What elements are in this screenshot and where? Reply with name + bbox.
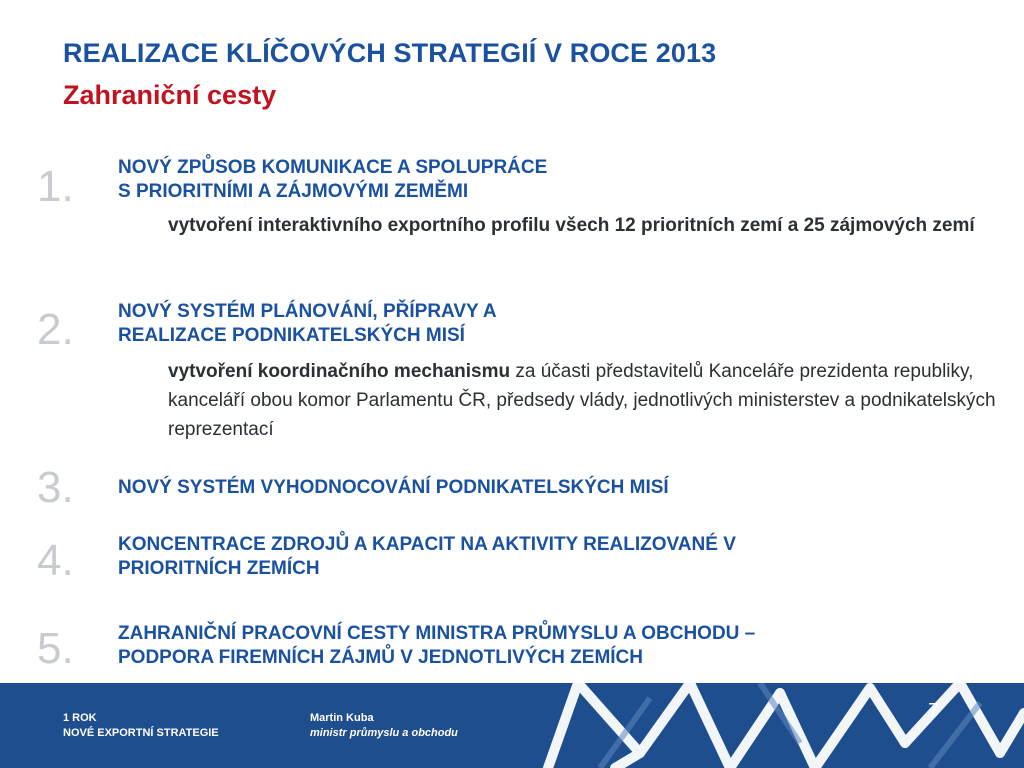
footer-left-line-2: NOVÉ EXPORTNÍ STRATEGIE	[63, 727, 219, 739]
item-heading-1-line-2: S PRIORITNÍMI A ZÁJMOVÝMI ZEMĚMI	[118, 181, 469, 202]
item-body-1-bold: vytvoření interaktivního exportního profilu všech 12 prioritních zemí a 25 zájmových zemí	[168, 215, 975, 236]
item-heading-2	[118, 300, 497, 348]
page-number: 7	[928, 700, 940, 722]
item-body-2-normal: za účasti představitelů Kanceláře prezidenta republiky, kanceláří obou komor Parlamentu ČR, předsedy vlády, jednotlivých ministerstev a podnikatelských reprezentací	[168, 361, 996, 440]
item-body-2	[168, 357, 1018, 444]
item-heading-5	[118, 622, 755, 670]
item-heading-3-line-1: NOVÝ SYSTÉM VYHODNOCOVÁNÍ PODNIKATELSKÝCH MISÍ	[118, 477, 669, 498]
item-heading-4	[118, 533, 736, 581]
footer-author-name: Martin Kuba	[310, 712, 374, 724]
item-heading-1	[118, 156, 547, 204]
footer-author-role: ministr průmyslu a obchodu	[310, 727, 458, 739]
item-heading-5-line-2: PODPORA FIREMNÍCH ZÁJMŮ V JEDNOTLIVÝCH ZEMÍCH	[118, 647, 643, 668]
footer-author-text	[310, 711, 458, 741]
item-heading-1-line-1: NOVÝ ZPŮSOB KOMUNIKACE A SPOLUPRÁCE	[118, 157, 548, 178]
item-number-5: 5.	[37, 624, 74, 673]
slide-title: REALIZACE KLÍČOVÝCH STRATEGIÍ V ROCE 2013	[63, 38, 717, 68]
item-heading-2-line-1: NOVÝ SYSTÉM PLÁNOVÁNÍ, PŘÍPRAVY A	[118, 301, 497, 322]
item-heading-2-line-2: REALIZACE PODNIKATELSKÝCH MISÍ	[118, 325, 465, 346]
item-number-3: 3.	[37, 463, 74, 512]
item-number-2: 2.	[37, 305, 74, 354]
slide-subtitle: Zahraniční cesty	[63, 80, 277, 110]
item-body-2-bold: vytvoření koordinačního mechanismu	[168, 361, 511, 382]
footer-left-text	[63, 711, 219, 741]
footer-left-line-1: 1 ROK	[63, 712, 97, 724]
footer-bar	[0, 683, 1024, 768]
item-number-4: 4.	[37, 536, 74, 585]
item-heading-4-line-1: KONCENTRACE ZDROJŮ A KAPACIT NA AKTIVITY REALIZOVANÉ V	[118, 534, 736, 555]
item-heading-4-line-2: PRIORITNÍCH ZEMÍCH	[118, 558, 320, 579]
item-body-1	[168, 211, 1018, 240]
item-number-1: 1.	[37, 162, 74, 211]
item-heading-5-line-1: ZAHRANIČNÍ PRACOVNÍ CESTY MINISTRA PRŮMYSLU A OBCHODU –	[118, 623, 756, 644]
item-heading-3	[118, 476, 669, 500]
